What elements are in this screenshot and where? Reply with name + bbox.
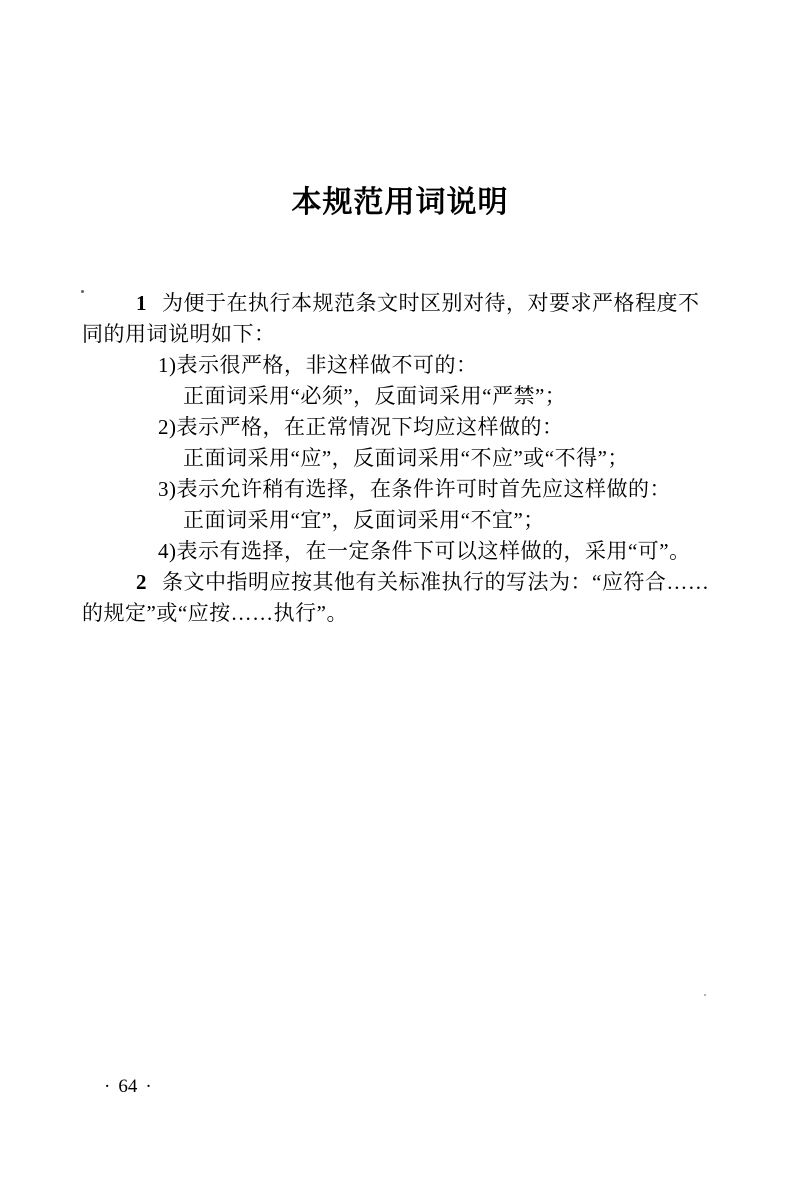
clause-2-number: 2 bbox=[136, 570, 147, 594]
clause-2-text: 条文中指明应按其他有关标准执行的写法为：“应符合…… bbox=[162, 570, 710, 594]
subitem-2-continuation: 正面词采用“应”，反面词采用“不应”或“不得”； bbox=[183, 446, 629, 470]
subitem-2-lead: 2)表示严格，在正常情况下均应这样做的： bbox=[158, 415, 564, 439]
footer-left-dot: · bbox=[104, 1076, 111, 1097]
clause-1-text: 为便于在执行本规范条文时区别对待，对要求严格程度不 bbox=[162, 291, 700, 315]
clause-1-line-2: 同的用词说明如下： bbox=[82, 322, 276, 346]
page-title: 本规范用词说明 bbox=[291, 186, 509, 219]
document-body bbox=[82, 288, 722, 629]
scan-artifact-dot bbox=[704, 994, 706, 996]
clause-1-number: 1 bbox=[136, 291, 147, 315]
subitem-3-continuation: 正面词采用“宜”，反面词采用“不宜”； bbox=[183, 508, 545, 532]
page-number-footer bbox=[104, 1076, 152, 1098]
subitem-4-lead: 4)表示有选择，在一定条件下可以这样做的，采用“可”。 bbox=[158, 539, 691, 563]
footer-right-dot: · bbox=[145, 1076, 152, 1097]
clause-2-line-1 bbox=[82, 567, 722, 598]
subitem-3-lead: 3)表示允许稍有选择，在条件许可时首先应这样做的： bbox=[158, 477, 671, 501]
page-number: 64 bbox=[118, 1076, 138, 1097]
subitem-1-lead: 1)表示很严格，非这样做不可的： bbox=[158, 353, 478, 377]
subitem-1-continuation: 正面词采用“必须”，反面词采用“严禁”； bbox=[183, 384, 567, 408]
scan-artifact-dot bbox=[81, 290, 84, 293]
clause-1-line-1 bbox=[82, 288, 722, 319]
clause-2-line-2: 的规定”或“应按……执行”。 bbox=[82, 601, 348, 625]
